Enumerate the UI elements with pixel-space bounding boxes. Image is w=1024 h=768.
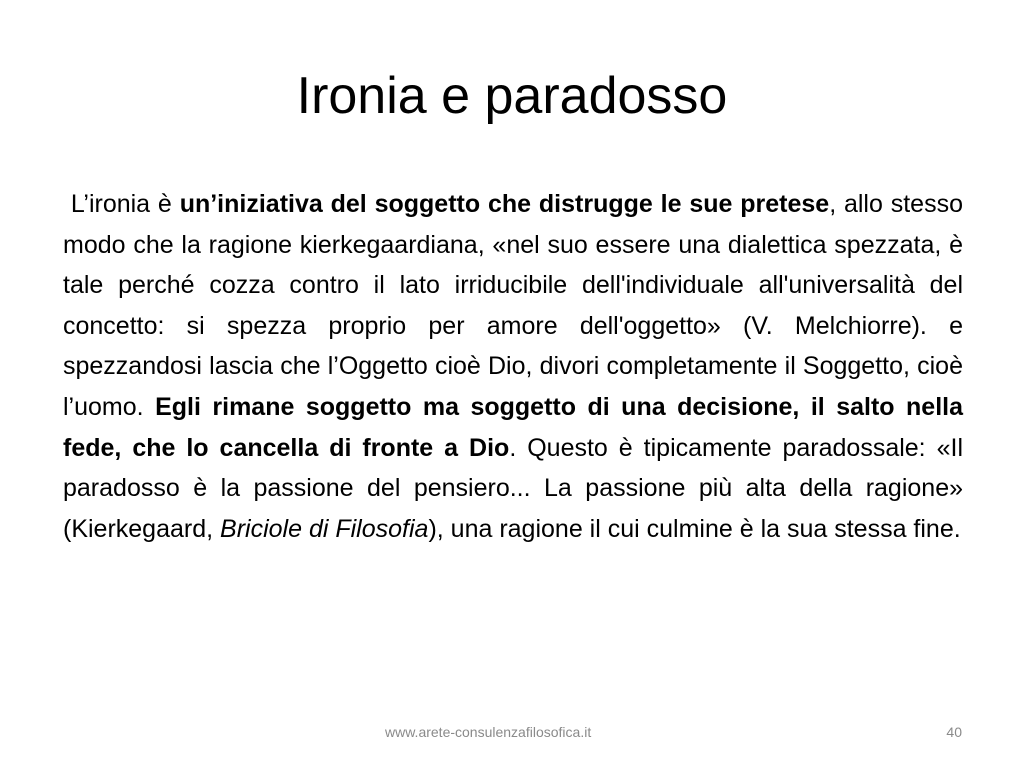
text-segment: . Questo è tipicamente paradossale: «Il paradosso è la passione del pensiero... La passione più alta della ragione» (Kierkegaard,: [63, 433, 963, 543]
paragraph-indent: [63, 190, 71, 218]
slide-number: 40: [946, 724, 962, 740]
slide-body-paragraph: [63, 184, 963, 549]
slide-title: Ironia e paradosso: [296, 67, 728, 125]
text-segment: L’ironia è: [70, 190, 180, 218]
text-segment: ), una ragione il cui culmine è la sua stessa fine.: [428, 514, 961, 543]
bold-segment: Egli rimane soggetto ma soggetto di una decisione, il salto nella fede, che lo cancella di fronte a Dio: [63, 392, 963, 462]
italic-book-title: Briciole di Filosofia: [220, 514, 429, 543]
bold-segment: un’iniziativa del soggetto che distrugge le sue pretese: [179, 190, 830, 218]
footer-url: www.arete-consulenzafilosofica.it: [385, 724, 592, 740]
text-segment: , allo stesso modo che la ragione kierkegaardiana, «nel suo essere una dialettica spezzata, è tale perché cozza contro il lato irriducibile dell'individuale all'universalità del concetto: si spezza proprio per amore dell'oggetto» (V. Melchiorre). e spezzandosi lascia che l’Oggetto cioè Dio, divori completamente il Soggetto, cioè l’uomo.: [63, 190, 963, 421]
